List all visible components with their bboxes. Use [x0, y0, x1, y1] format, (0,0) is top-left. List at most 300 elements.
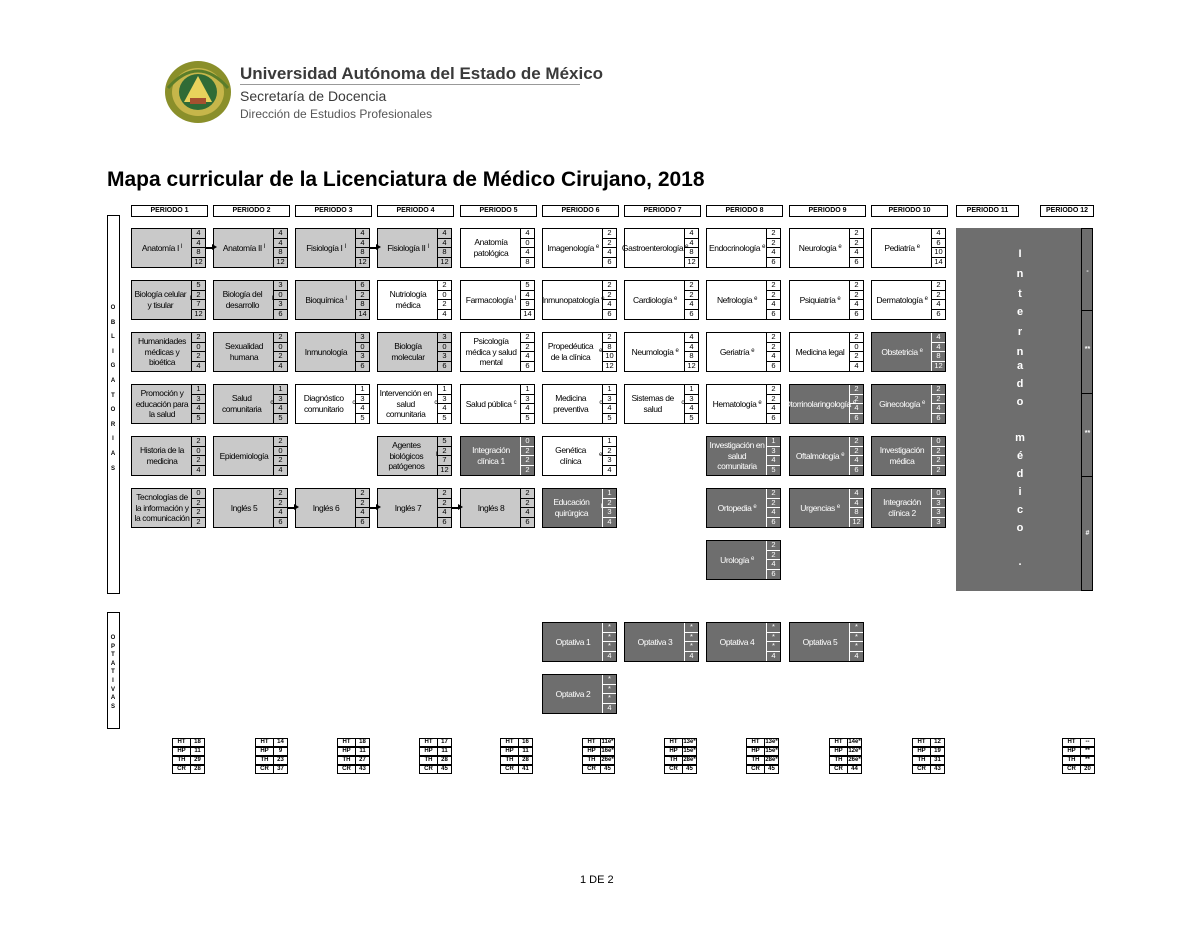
course-name: Anatomía I I	[141, 242, 183, 253]
course-box	[213, 332, 288, 372]
course-hours	[191, 437, 205, 475]
course-box	[131, 384, 206, 424]
total-key: HP	[337, 747, 356, 756]
course-box	[542, 228, 617, 268]
theory-hours: 2	[767, 541, 780, 551]
total-hours: 8	[438, 248, 451, 258]
period-header: PERIODO 4	[377, 205, 454, 217]
course-name: Nefrología e	[716, 294, 758, 305]
course-name: Tecnologías de la información y la comunicación	[134, 492, 190, 524]
course-type-mark: c	[599, 400, 602, 407]
theory-hours: 0	[192, 489, 205, 499]
practice-hours: 2	[932, 291, 945, 301]
credits: 6	[525, 516, 530, 526]
course-name: Optativa 1	[555, 636, 591, 647]
course-name: Biología celular y tisular I	[134, 289, 191, 310]
total-hours: 4	[932, 404, 945, 414]
period-header: PERIODO 10	[871, 205, 948, 217]
period-total-table	[746, 738, 779, 774]
total-key: HT	[419, 738, 438, 747]
course-type-mark: e	[838, 244, 842, 251]
total-hours: 4	[521, 352, 534, 362]
theory-hours: 4	[932, 333, 945, 343]
credits: 4	[854, 650, 859, 660]
practice-hours: 3	[521, 395, 534, 405]
total-hours: 4	[356, 404, 369, 414]
total-hours: 8	[192, 248, 205, 258]
total-value: 28e*	[683, 757, 696, 763]
course-name: Educación quirúrgica I	[553, 497, 602, 518]
course-box	[789, 332, 864, 372]
course-hours	[602, 623, 616, 661]
total-value: 11e*	[601, 739, 614, 745]
course-name: Inmunopatología e	[541, 294, 605, 305]
course-type-mark: I	[189, 296, 191, 303]
total-hours: 4	[521, 248, 534, 258]
course-box	[131, 436, 206, 476]
total-hours: 3	[356, 352, 369, 362]
period-total-table	[172, 738, 205, 774]
practice-hours: 2	[767, 551, 780, 561]
practice-hours: 0	[192, 343, 205, 353]
course-hours	[602, 229, 616, 267]
obligatorias-label: O B L I G A T O R I A S	[110, 305, 116, 472]
course-box	[460, 332, 535, 372]
theory-hours: 4	[932, 229, 945, 239]
credits: 5	[360, 412, 365, 422]
prerequisite-arrow	[206, 247, 213, 249]
course-name: Fisiología II I	[387, 242, 429, 253]
period-header: PERIODO 3	[295, 205, 372, 217]
total-hours: 2	[274, 456, 287, 466]
course-box	[871, 332, 946, 372]
theory-hours: 2	[356, 489, 369, 499]
theory-hours: 2	[603, 229, 616, 239]
course-name: Inmunología	[304, 346, 348, 357]
total-hours: 4	[767, 560, 780, 570]
total-key: HP	[172, 747, 191, 756]
course-hours	[849, 281, 863, 319]
university-name: Universidad Autónoma del Estado de México	[240, 64, 604, 83]
practice-hours: 2	[603, 291, 616, 301]
course-name: Salud comunitaria c	[221, 393, 273, 414]
total-hours: 4	[850, 456, 863, 466]
total-value: 31	[931, 756, 945, 765]
course-box	[377, 384, 452, 424]
total-value: 37	[274, 765, 288, 774]
credits: 6	[442, 360, 447, 370]
credits: 4	[607, 464, 612, 474]
course-type-mark: e	[674, 296, 677, 303]
practice-hours: 4	[521, 291, 534, 301]
theory-hours: 2	[932, 385, 945, 395]
course-box	[213, 436, 288, 476]
course-box	[295, 332, 370, 372]
total-hours: 4	[767, 248, 780, 258]
total-hours: 2	[274, 352, 287, 362]
course-box	[460, 436, 535, 476]
course-hours	[437, 385, 451, 423]
total-key: CR	[582, 765, 601, 774]
total-hours: 2	[192, 352, 205, 362]
total-value: 14e*	[848, 739, 861, 745]
practice-hours: 0	[521, 239, 534, 249]
practice-hours: 2	[521, 447, 534, 457]
theory-hours: 2	[850, 437, 863, 447]
theory-hours: 0	[932, 437, 945, 447]
total-hours: *	[767, 642, 780, 652]
total-value: 18	[356, 738, 370, 747]
total-hours: 8	[932, 352, 945, 362]
theory-hours: 2	[767, 281, 780, 291]
course-box	[377, 228, 452, 268]
total-value: 45	[601, 765, 615, 774]
university-seal-logo	[162, 58, 234, 126]
credits: 2	[196, 516, 201, 526]
practice-hours: 2	[850, 239, 863, 249]
credits: 6	[525, 360, 530, 370]
total-value: 43	[931, 765, 945, 774]
course-box	[295, 384, 370, 424]
practice-hours: 4	[274, 239, 287, 249]
practice-hours: 2	[850, 395, 863, 405]
course-box	[460, 228, 535, 268]
internado-letter: c	[1016, 504, 1024, 516]
prerequisite-arrow	[452, 507, 459, 509]
practice-hours: 2	[356, 499, 369, 509]
total-key: TH	[172, 756, 191, 765]
total-value: 11	[438, 747, 452, 756]
course-type-mark: e	[601, 296, 605, 303]
credits: 14	[523, 308, 532, 318]
course-hours	[849, 489, 863, 527]
total-hours: 3	[603, 508, 616, 518]
practice-hours: 3	[767, 447, 780, 457]
course-type-mark: e	[754, 296, 758, 303]
theory-hours: 2	[850, 385, 863, 395]
course-box	[295, 228, 370, 268]
theory-hours: 1	[521, 385, 534, 395]
course-name: Ginecología e	[879, 398, 925, 409]
total-value: 45	[765, 765, 779, 774]
course-name: Epidemiología	[219, 450, 269, 461]
internado-letter: .	[1018, 556, 1022, 568]
total-hours: 7	[438, 456, 451, 466]
practice-hours: 4	[438, 239, 451, 249]
theory-hours: 4	[685, 229, 698, 239]
internado-divider	[1081, 476, 1093, 477]
credits: 4	[607, 650, 612, 660]
credits: 12	[440, 464, 449, 474]
theory-hours: 5	[438, 437, 451, 447]
total-hours: 2	[438, 300, 451, 310]
total-key: HP	[912, 747, 931, 756]
total-key: HP	[746, 747, 765, 756]
theory-hours: 1	[767, 437, 780, 447]
course-hours	[273, 333, 287, 371]
course-box	[542, 674, 617, 714]
course-hours	[766, 385, 780, 423]
period-header: PERIODO 7	[624, 205, 701, 217]
course-hours	[766, 541, 780, 579]
theory-hours: 5	[192, 281, 205, 291]
total-value: 14	[274, 738, 288, 747]
period-total-table	[582, 738, 615, 774]
total-hours: 4	[850, 404, 863, 414]
total-key: HT	[664, 738, 683, 747]
total-key: TH	[912, 756, 931, 765]
total-value: 12e*	[848, 748, 861, 754]
internado-letter: i	[1018, 486, 1022, 498]
practice-hours: 2	[603, 447, 616, 457]
course-name: Biología del desarrollo I	[222, 289, 273, 310]
credits: 6	[771, 516, 776, 526]
practice-hours: *	[603, 685, 616, 695]
theory-hours: 2	[932, 281, 945, 291]
total-key: HT	[172, 738, 191, 747]
theory-hours: 1	[603, 437, 616, 447]
course-box	[789, 436, 864, 476]
credits: 12	[852, 516, 861, 526]
internado-divider	[1081, 393, 1093, 394]
direction-name: Dirección de Estudios Profesionales	[240, 107, 433, 121]
theory-hours: 4	[685, 333, 698, 343]
course-hours	[684, 333, 698, 371]
credits: 5	[278, 412, 283, 422]
practice-hours: 0	[274, 291, 287, 301]
total-key: HP	[1062, 747, 1081, 756]
total-value: 11	[519, 747, 533, 756]
total-key: HP	[419, 747, 438, 756]
theory-hours: 2	[850, 229, 863, 239]
course-hours	[520, 281, 534, 319]
credits: 12	[934, 360, 943, 370]
theory-hours: 4	[356, 229, 369, 239]
period-total-table	[337, 738, 370, 774]
practice-hours: *	[603, 633, 616, 643]
practice-hours: 3	[274, 395, 287, 405]
course-hours	[355, 385, 369, 423]
course-name: Inglés 7	[394, 502, 422, 513]
internado-divider	[1081, 310, 1093, 311]
practice-hours: *	[685, 633, 698, 643]
total-hours: 4	[521, 508, 534, 518]
theory-hours: 3	[438, 333, 451, 343]
practice-hours: 4	[932, 343, 945, 353]
course-box	[784, 384, 864, 424]
course-hours	[355, 489, 369, 527]
internado-letter: é	[1016, 450, 1024, 462]
course-box	[542, 280, 617, 320]
credits: 12	[687, 256, 696, 266]
course-hours	[602, 489, 616, 527]
course-hours	[520, 385, 534, 423]
credits: 4	[196, 360, 201, 370]
total-hours: 4	[603, 300, 616, 310]
course-hours	[931, 437, 945, 475]
internado-mark: **	[1084, 430, 1091, 437]
internado-letter: r	[1017, 326, 1023, 338]
course-hours	[273, 385, 287, 423]
course-type-mark: e	[924, 296, 928, 303]
course-box	[624, 332, 699, 372]
course-box	[213, 228, 288, 268]
internado-letter: a	[1016, 360, 1024, 372]
course-hours	[191, 229, 205, 267]
course-box	[542, 436, 617, 476]
credits: 4	[607, 516, 612, 526]
total-hours: 3	[932, 508, 945, 518]
credits: 4	[689, 650, 694, 660]
total-hours: *	[850, 642, 863, 652]
course-name: Fisiología I I	[306, 242, 346, 253]
total-hours: 4	[356, 508, 369, 518]
course-name: Medicina preventiva c	[553, 393, 602, 414]
course-name: Psiquiatría e	[799, 294, 841, 305]
practice-hours: 3	[603, 395, 616, 405]
period-total-table	[829, 738, 862, 774]
course-hours	[766, 437, 780, 475]
total-hours: 2	[192, 508, 205, 518]
course-name: Genética clínica e	[555, 445, 602, 466]
course-name: Promoción y educación para la salud	[135, 388, 189, 420]
course-box	[706, 622, 781, 662]
total-value: 15e*	[683, 748, 696, 754]
total-hours: 4	[767, 404, 780, 414]
total-value: **	[1081, 756, 1095, 765]
theory-hours: 4	[192, 229, 205, 239]
course-hours	[191, 385, 205, 423]
course-hours	[437, 333, 451, 371]
prerequisite-arrow	[370, 247, 377, 249]
total-key: HT	[337, 738, 356, 747]
course-hours	[437, 489, 451, 527]
course-box	[377, 436, 452, 476]
theory-hours: 3	[356, 333, 369, 343]
practice-hours: 2	[356, 291, 369, 301]
course-hours	[191, 333, 205, 371]
course-box	[377, 488, 452, 528]
credits: 12	[194, 256, 203, 266]
credits: 5	[525, 412, 530, 422]
total-hours: 4	[274, 404, 287, 414]
total-hours: 2	[850, 352, 863, 362]
credits: 4	[854, 360, 859, 370]
course-hours	[849, 623, 863, 661]
course-box	[871, 488, 946, 528]
total-key: TH	[500, 756, 519, 765]
theory-hours: *	[850, 623, 863, 633]
theory-hours: *	[603, 623, 616, 633]
internado-letter: n	[1016, 268, 1024, 280]
practice-hours: 2	[603, 499, 616, 509]
course-type-mark: c	[434, 400, 437, 407]
course-box	[131, 488, 206, 528]
course-box	[706, 384, 781, 424]
period-header: PERIODO 12	[1040, 205, 1094, 217]
total-key: TH	[419, 756, 438, 765]
course-name: Bioquímica I	[305, 294, 347, 305]
internado-letter: m	[1015, 432, 1025, 444]
total-value: 26e*	[601, 757, 614, 763]
course-name: Inglés 5	[230, 502, 258, 513]
total-key: HP	[255, 747, 274, 756]
total-hours: 8	[685, 248, 698, 258]
internado-letter: o	[1016, 396, 1024, 408]
total-hours: *	[603, 642, 616, 652]
total-hours: *	[603, 694, 616, 704]
credits: 12	[194, 308, 203, 318]
internado-letter: I	[1018, 248, 1022, 260]
total-hours: 8	[356, 248, 369, 258]
prerequisite-arrow	[370, 507, 377, 509]
course-hours	[602, 675, 616, 713]
total-value: 28	[191, 765, 205, 774]
total-key: CR	[664, 765, 683, 774]
theory-hours: 1	[603, 489, 616, 499]
course-name: Salud pública c	[465, 398, 517, 409]
theory-hours: 2	[603, 281, 616, 291]
course-hours	[520, 437, 534, 475]
period-total-table	[912, 738, 945, 774]
total-key: TH	[664, 756, 683, 765]
practice-hours: 6	[932, 239, 945, 249]
internado-letter: d	[1016, 468, 1024, 480]
total-key: TH	[337, 756, 356, 765]
course-type-mark: e	[919, 348, 923, 355]
course-box	[871, 280, 946, 320]
prerequisite-arrow	[288, 507, 295, 509]
course-name: Optativa 2	[555, 688, 591, 699]
course-hours	[766, 623, 780, 661]
course-box	[460, 384, 535, 424]
total-value: **	[1081, 747, 1095, 756]
total-value: --	[1081, 738, 1095, 747]
course-type-mark: e	[750, 556, 754, 563]
credits: 6	[607, 256, 612, 266]
practice-hours: 8	[603, 343, 616, 353]
practice-hours: 2	[767, 395, 780, 405]
course-name: Optativa 5	[802, 636, 838, 647]
credits: 4	[278, 360, 283, 370]
total-key: HT	[746, 738, 765, 747]
practice-hours: 0	[356, 343, 369, 353]
theory-hours: 0	[932, 489, 945, 499]
credits: 2	[525, 464, 530, 474]
credits: 6	[771, 360, 776, 370]
practice-hours: 2	[850, 291, 863, 301]
internado-letter: e	[1016, 306, 1024, 318]
internado-letter: t	[1018, 288, 1022, 300]
theory-hours: 2	[192, 437, 205, 447]
practice-hours: 2	[932, 395, 945, 405]
course-name: Neurología e	[798, 242, 842, 253]
total-key: TH	[1062, 756, 1081, 765]
credits: 4	[196, 464, 201, 474]
credits: 12	[358, 256, 367, 266]
course-hours	[766, 229, 780, 267]
practice-hours: 2	[274, 499, 287, 509]
period-header: PERIODO 11	[956, 205, 1019, 217]
total-hours: 10	[932, 248, 945, 258]
credits: 3	[936, 516, 941, 526]
course-box	[706, 228, 781, 268]
theory-hours: 1	[603, 385, 616, 395]
course-box	[789, 488, 864, 528]
total-hours: *	[685, 642, 698, 652]
course-type-mark: I	[427, 244, 429, 251]
credits: 6	[936, 308, 941, 318]
